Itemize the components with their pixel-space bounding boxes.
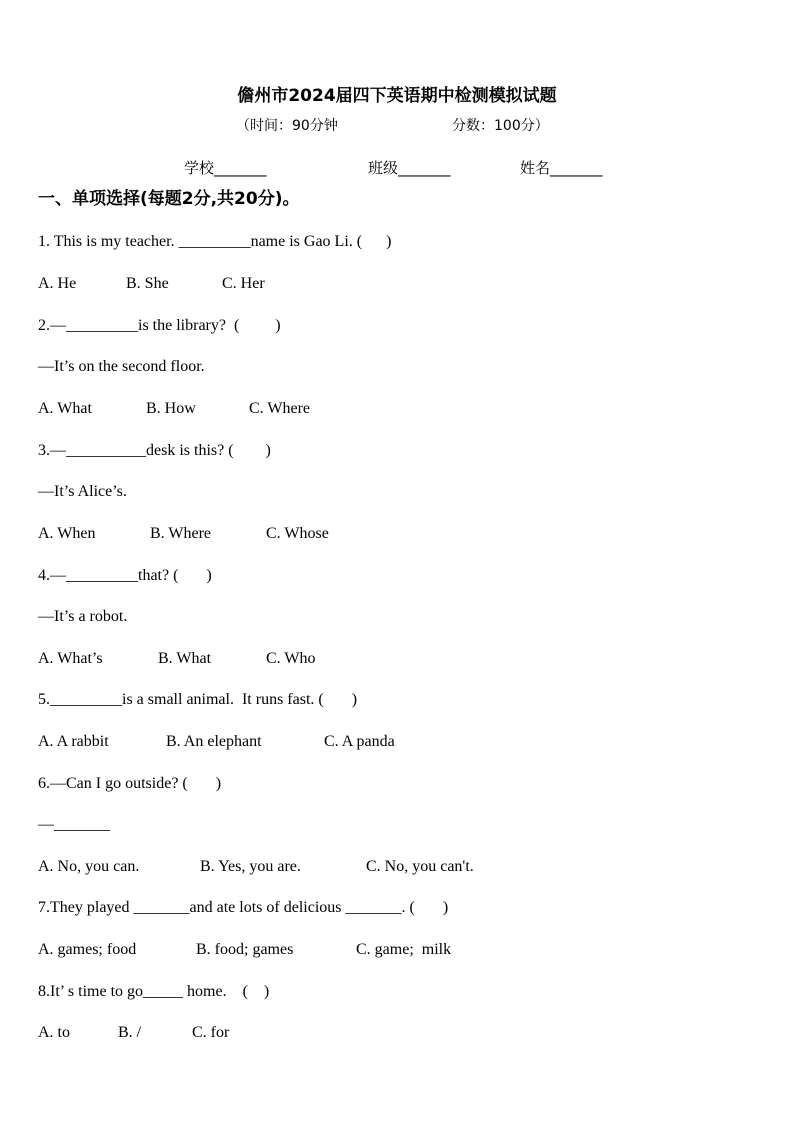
question-2-stem: 2.—_________is the library? ( ) — [38, 317, 281, 334]
page-title: 儋州市2024届四下英语期中检测模拟试题 — [237, 86, 557, 106]
question-4-answer-line: —It’s a robot. — [38, 608, 128, 625]
section-heading: 一、单项选择(每题2分,共20分)。 — [38, 189, 300, 209]
question-6-option-a: A. No, you can. — [38, 858, 140, 875]
question-6-option-c: C. No, you can't. — [366, 858, 474, 875]
question-3-answer-line: —It’s Alice’s. — [38, 483, 127, 500]
question-1-option-a: A. He — [38, 275, 77, 292]
question-6-stem: 6.—Can I go outside? ( ) — [38, 775, 222, 792]
question-6-answer-line: —_______ — [38, 816, 110, 833]
question-5-option-a: A. A rabbit — [38, 733, 109, 750]
school-field: 学校_______ — [184, 159, 267, 177]
question-6-option-b: B. Yes, you are. — [200, 858, 301, 875]
name-field: 姓名_______ — [520, 159, 603, 177]
question-7-option-b: B. food; games — [196, 941, 294, 958]
question-3-option-a: A. When — [38, 525, 96, 542]
question-7-option-c: C. game; milk — [356, 941, 452, 958]
question-1-option-c: C. Her — [222, 275, 265, 292]
question-2-option-a: A. What — [38, 400, 92, 417]
question-7-option-a: A. games; food — [38, 941, 137, 958]
question-3-option-b: B. Where — [150, 525, 212, 542]
exam-score: 分数：100分） — [452, 118, 549, 134]
question-4-option-c: C. Who — [266, 650, 316, 667]
question-8-option-b: B. / — [118, 1024, 142, 1041]
question-1-option-b: B. She — [126, 275, 169, 292]
question-2-option-b: B. How — [146, 400, 196, 417]
question-3-option-c: C. Whose — [266, 525, 329, 542]
question-4-stem: 4.—_________that? ( ) — [38, 567, 212, 584]
question-5-option-c: C. A panda — [324, 733, 395, 750]
question-5-option-b: B. An elephant — [166, 733, 262, 750]
question-2-option-c: C. Where — [249, 400, 311, 417]
question-4-option-b: B. What — [158, 650, 212, 667]
question-1-stem: 1. This is my teacher. _________name is Gao Li. ( ) — [38, 233, 392, 250]
question-3-stem: 3.—__________desk is this? ( ) — [38, 442, 271, 459]
question-2-answer-line: —It’s on the second floor. — [38, 358, 205, 375]
question-5-stem: 5._________is a small animal. It runs fast. ( ) — [38, 691, 358, 708]
class-field: 班级_______ — [368, 159, 451, 177]
question-7-stem: 7.They played _______and ate lots of delicious _______. ( ) — [38, 899, 449, 916]
question-4-option-a: A. What’s — [38, 650, 103, 667]
question-8-option-a: A. to — [38, 1024, 70, 1041]
exam-time: （时间：90分钟 — [236, 118, 338, 134]
question-8-stem: 8.It’ s time to go_____ home. ( ) — [38, 983, 270, 1000]
question-8-option-c: C. for — [192, 1024, 230, 1041]
